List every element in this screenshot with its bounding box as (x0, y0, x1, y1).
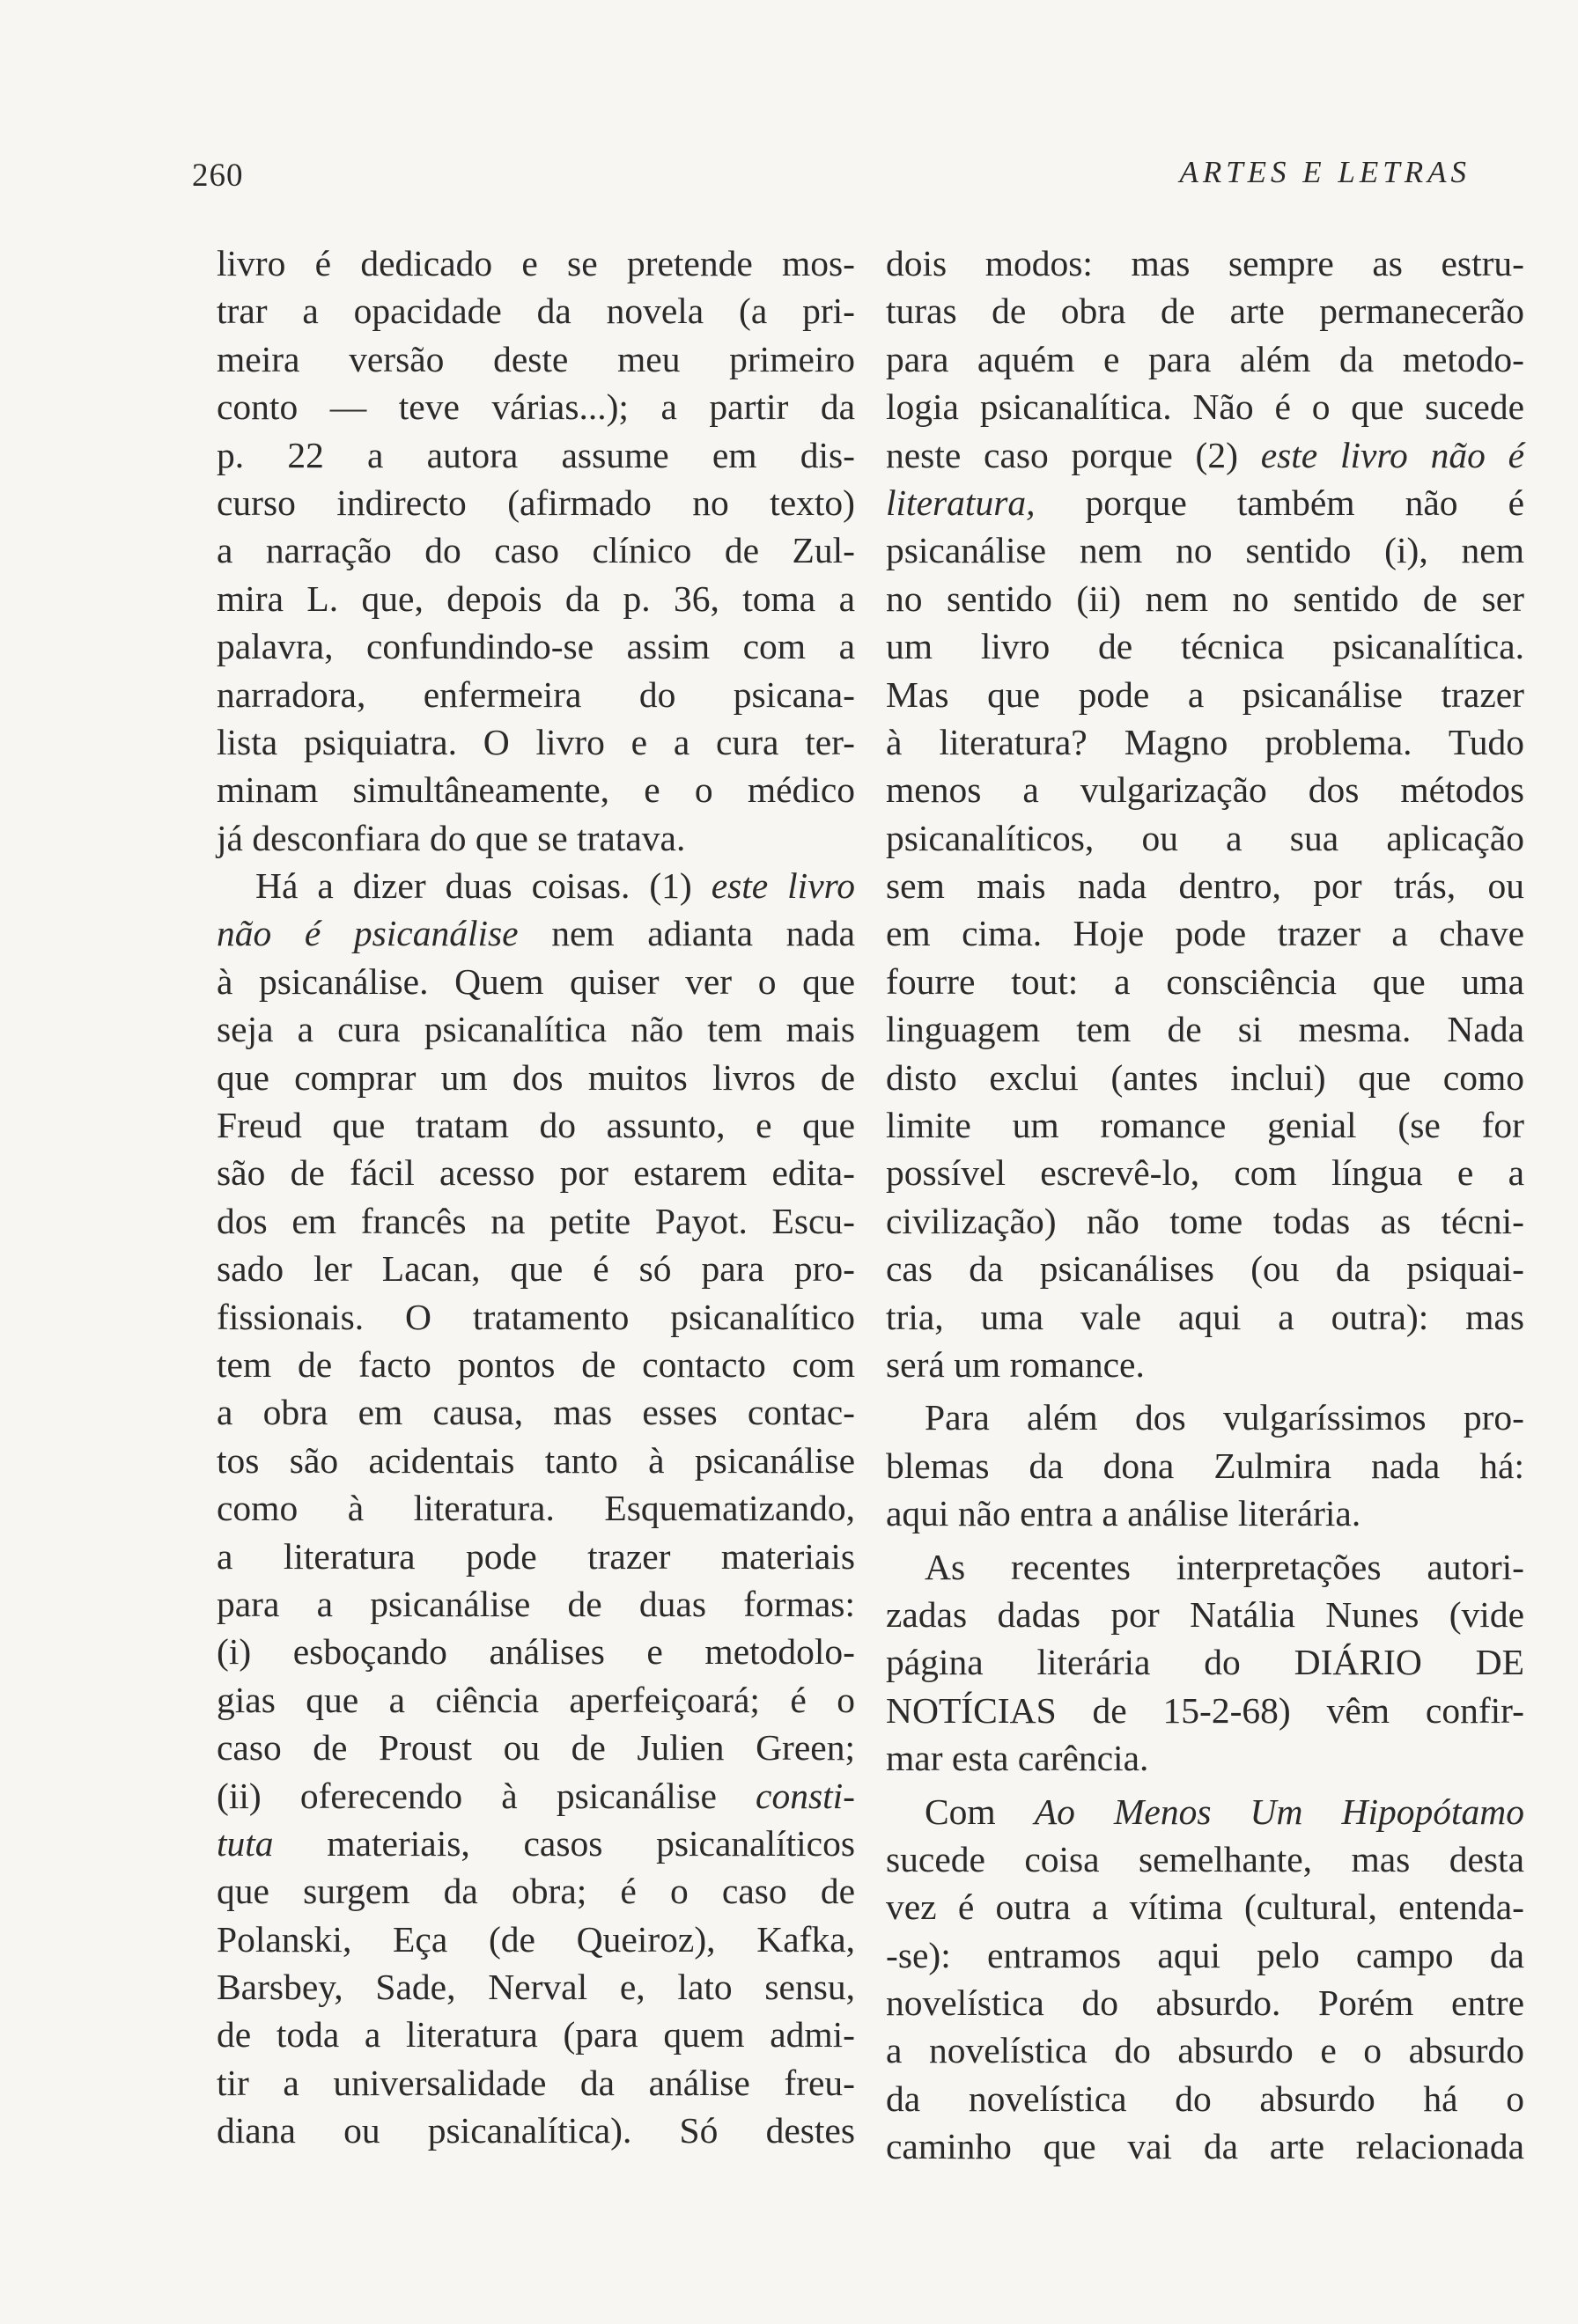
text-line: logia psicanalítica. Não é o que sucede (886, 386, 1524, 428)
text-line: (i) esboçando análises e metodolo- (217, 1631, 855, 1673)
text-line: tir a universalidade da análise freu- (217, 2062, 855, 2103)
text-line: caminho que vai da arte relacionada (886, 2126, 1524, 2167)
text-line: mira L. que, depois da p. 36, toma a (217, 577, 855, 619)
text-line (886, 479, 1524, 526)
text-line: caso de Proust ou de Julien Green; (217, 1727, 855, 1769)
left-text-column (217, 239, 855, 2155)
text-line: psicanálise nem no sentido (i), nem (886, 530, 1524, 571)
text-segment: Há a dizer duas coisas. (1) (255, 865, 712, 907)
text-line: diana ou psicanalítica). Só destes (217, 2110, 855, 2151)
text-line: dois modos: mas sempre as estru- (886, 243, 1524, 283)
text-line: tria, uma vale aqui a outra): mas (886, 1296, 1524, 1337)
text-line: conto — teve várias...); a partir da (217, 386, 855, 428)
text-segment: porque também não é (1035, 482, 1524, 523)
italic-text: tuta (217, 1822, 274, 1864)
text-line: da novelística do absurdo há o (886, 2078, 1524, 2119)
text-line: à literatura? Magno problema. Tudo (886, 721, 1524, 762)
text-line: disto exclui (antes inclui) que como (886, 1056, 1524, 1098)
text-line: aqui não entra a análise literária. (886, 1493, 1361, 1534)
text-line: Mas que pode a psicanálise trazer (886, 673, 1524, 715)
text-line (217, 909, 855, 957)
right-text-column (886, 239, 1524, 2171)
text-line: NOTÍCIAS de 15-2-68) vêm confir- (886, 1689, 1524, 1731)
text-line: Freud que tratam do assunto, e que (217, 1105, 855, 1146)
text-line: novelística do absurdo. Porém entre (886, 1982, 1524, 2024)
text-line: civilização) não tome todas as técni- (886, 1200, 1524, 1241)
text-line: no sentido (ii) nem no sentido de ser (886, 577, 1524, 619)
text-line: sem mais nada dentro, por trás, ou (886, 865, 1524, 907)
text-line: seja a cura psicanalítica não tem mais (217, 1009, 855, 1050)
text-line: sucede coisa semelhante, mas desta (886, 1838, 1524, 1879)
text-line: possível escrevê-lo, com língua e a (886, 1152, 1524, 1194)
text-line: sado ler Lacan, que é só para pro- (217, 1248, 855, 1290)
text-line: menos a vulgarização dos métodos (886, 769, 1524, 811)
text-line: mar esta carência. (886, 1738, 1149, 1779)
text-line: meira versão deste meu primeiro (217, 338, 855, 379)
italic-text: consti- (756, 1775, 855, 1816)
text-line (217, 862, 855, 909)
text-line: zadas dadas por Natália Nunes (vide (886, 1593, 1524, 1635)
text-segment: (ii) oferecendo à psicanálise (217, 1775, 756, 1816)
italic-text: este livro não é (1260, 434, 1525, 475)
text-line: p. 22 a autora assume em dis- (217, 434, 855, 475)
text-line: gias que a ciência aperfeiçoará; é o (217, 1679, 855, 1720)
text-line: As recentes interpretações autori- (925, 1546, 1524, 1587)
text-line: página literária do DIÁRIO DE (886, 1642, 1524, 1683)
text-line (886, 431, 1524, 479)
text-line: cas da psicanálises (ou da psiquai- (886, 1248, 1524, 1290)
text-line: como à literatura. Esquematizando, (217, 1488, 855, 1529)
text-line: Para além dos vulgaríssimos pro- (925, 1397, 1524, 1438)
text-line: limite um romance genial (se for (886, 1105, 1524, 1146)
text-line: que comprar um dos muitos livros de (217, 1056, 855, 1098)
text-line: para aquém e para além da metodo- (886, 338, 1524, 379)
text-line: de toda a literatura (para quem admi- (217, 2014, 855, 2056)
text-line: psicanalíticos, ou a sua aplicação (886, 817, 1524, 858)
text-line: tos são acidentais tanto à psicanálise (217, 1439, 855, 1481)
text-line: Polanski, Eça (de Queiroz), Kafka, (217, 1918, 855, 1960)
text-line: fissionais. O tratamento psicanalítico (217, 1296, 855, 1337)
text-line (217, 1772, 855, 1820)
text-line: fourre tout: a consciência que uma (886, 960, 1524, 1002)
italic-text: Ao Menos Um Hipopótamo (1034, 1791, 1524, 1832)
italic-text: este livro (711, 865, 855, 907)
text-line: -se): entramos aqui pelo campo da (886, 1934, 1524, 1975)
text-line: que surgem da obra; é o caso de (217, 1871, 855, 1912)
text-line: são de fácil acesso por estarem edita- (217, 1152, 855, 1194)
text-line: a narração do caso clínico de Zul- (217, 530, 855, 571)
text-line: livro é dedicado e se pretende mos- (217, 243, 855, 283)
text-line: turas de obra de arte permanecerão (886, 290, 1524, 332)
text-line: curso indirecto (afirmado no texto) (217, 482, 855, 523)
text-line: palavra, confundindo-se assim com a (217, 626, 855, 667)
text-line: para a psicanálise de duas formas: (217, 1583, 855, 1624)
text-line: linguagem tem de si mesma. Nada (886, 1009, 1524, 1050)
text-line (886, 1788, 1524, 1835)
text-line: a literatura pode trazer materiais (217, 1535, 855, 1577)
text-line: será um romance. (886, 1343, 1145, 1385)
text-line: a obra em causa, mas esses contac- (217, 1392, 855, 1433)
text-line: minam simultâneamente, e o médico (217, 769, 855, 811)
text-line: Barsbey, Sade, Nerval e, lato sensu, (217, 1967, 855, 2008)
text-line: à psicanálise. Quem quiser ver o que (217, 960, 855, 1002)
text-line: tem de facto pontos de contacto com (217, 1343, 855, 1385)
text-line: em cima. Hoje pode trazer a chave (886, 913, 1524, 954)
text-line: narradora, enfermeira do psicana- (217, 673, 855, 715)
text-line: blemas da dona Zulmira nada há: (886, 1445, 1524, 1486)
text-segment: materiais, casos psicanalíticos (273, 1822, 855, 1864)
text-line: vez é outra a vítima (cultural, entenda- (886, 1886, 1524, 1928)
text-segment: neste caso porque (2) (886, 434, 1261, 475)
running-head: ARTES E LETRAS (1179, 155, 1471, 189)
text-line: trar a opacidade da novela (a pri- (217, 290, 855, 332)
text-line: um livro de técnica psicanalítica. (886, 626, 1524, 667)
text-line: a novelística do absurdo e o absurdo (886, 2030, 1524, 2071)
italic-text: não é psicanálise (217, 913, 519, 954)
text-line (217, 1820, 855, 1867)
text-line: dos em francês na petite Payot. Escu- (217, 1200, 855, 1241)
italic-text: literatura, (886, 482, 1036, 523)
text-segment: Com (925, 1791, 1035, 1832)
text-segment: nem adianta nada (518, 913, 855, 954)
text-line: lista psiquiatra. O livro e a cura ter- (217, 721, 855, 762)
text-line: já desconfiara do que se tratava. (217, 817, 686, 858)
page-number: 260 (192, 158, 244, 194)
